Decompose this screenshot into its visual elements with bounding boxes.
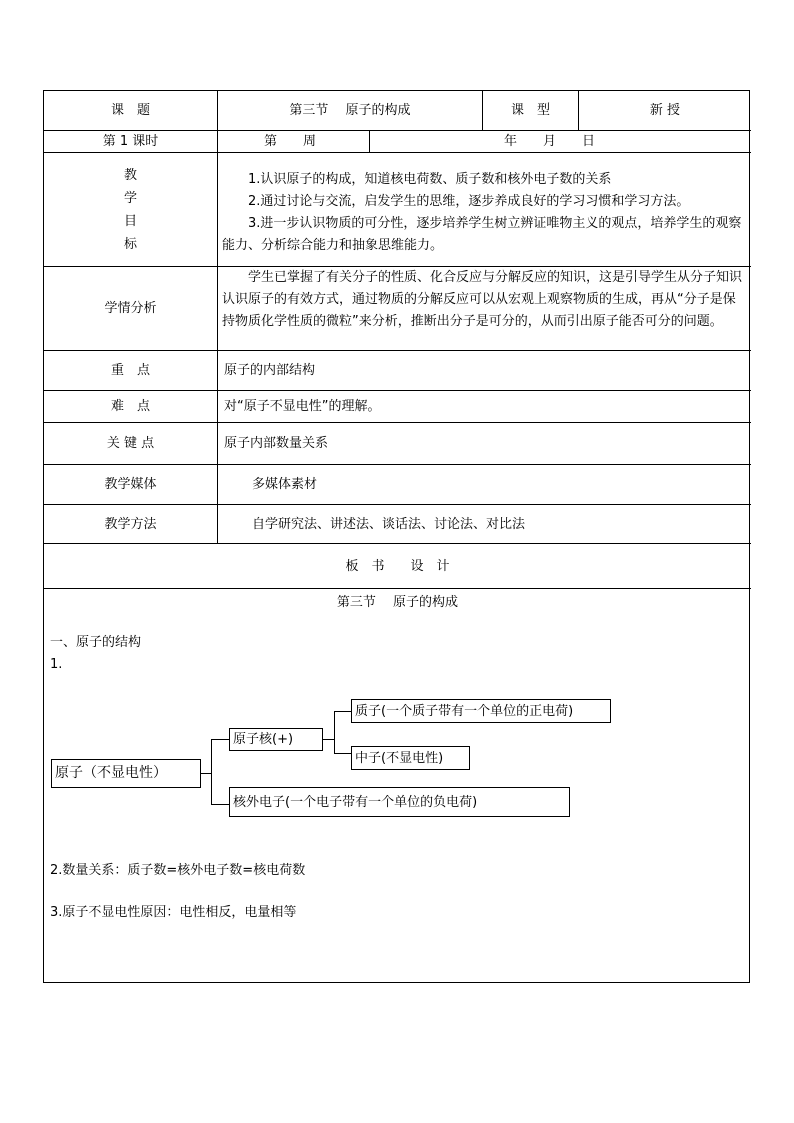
quantity-relation: 2.数量关系：质子数=核外电子数=核电荷数 (50, 863, 306, 878)
critical-point: 原子内部数量关系 (224, 436, 329, 451)
neutron-box: 中子(不显电性) (351, 746, 470, 770)
goal-label-char: 标 (123, 236, 137, 252)
connector-line (211, 804, 229, 805)
difficulty: 对“原子不显电性”的理解。 (224, 399, 381, 414)
week-field: 第 周 (264, 134, 317, 149)
student-analysis (222, 267, 747, 333)
lesson-type: 新 授 (649, 103, 681, 118)
lesson-topic: 第三节 原子的构成 (289, 103, 411, 118)
label-difficulty: 难 点 (110, 399, 150, 414)
lesson-number: 第 1 课时 (102, 134, 159, 149)
board-title: 第三节 原子的构成 (336, 594, 459, 610)
label-teaching-media: 教学媒体 (104, 477, 157, 492)
label-lesson-type: 课 型 (510, 103, 550, 118)
label-teaching-goals (44, 153, 217, 266)
connector-line (334, 753, 351, 754)
label-key-point: 重 点 (110, 363, 150, 378)
key-point: 原子的内部结构 (224, 363, 316, 378)
goal-item: 1.认识原子的构成，知道核电荷数、质子数和核外电子数的关系 (248, 172, 612, 187)
row-divider (44, 588, 751, 589)
lesson-plan-page (43, 90, 750, 983)
electron-box: 核外电子(一个电子带有一个单位的负电荷) (229, 787, 570, 817)
goal-item: 2.通过讨论与交流，启发学生的思维，逐步养成良好的学习习惯和学习方法。 (248, 194, 690, 209)
label-critical-point: 关 键 点 (106, 436, 155, 451)
label-student-analysis: 学情分析 (104, 301, 157, 316)
proton-box: 质子(一个质子带有一个单位的正电荷) (351, 699, 611, 723)
column-divider (369, 130, 370, 152)
connector-line (334, 711, 335, 754)
board-design-heading: 板 书 设 计 (345, 558, 450, 574)
goal-item: 3.进一步认识物质的可分性，逐步培养学生树立辨证唯物主义的观点，培养学生的观察能力、分析综合能力和抽象思维能力。 (222, 216, 742, 253)
goal-label-char: 目 (123, 213, 137, 229)
connector-line (323, 739, 334, 740)
teaching-media: 多媒体素材 (252, 477, 318, 492)
connector-line (201, 773, 211, 774)
label-topic: 课 题 (110, 103, 150, 118)
date-field: 年 月 日 (504, 134, 596, 149)
connector-line (334, 711, 351, 712)
goal-label-char: 教 (123, 167, 137, 183)
nucleus-box: 原子核(+) (229, 728, 323, 751)
goal-label-char: 学 (123, 190, 137, 206)
item-number: 1. (50, 657, 63, 672)
connector-line (211, 739, 212, 805)
teaching-methods: 自学研究法、讲述法、谈话法、讨论法、对比法 (252, 516, 526, 532)
atom-box: 原子（不显电性） (51, 759, 201, 788)
label-teaching-methods: 教学方法 (104, 516, 157, 532)
column-divider (217, 91, 218, 543)
neutral-reason: 3.原子不显电性原因：电性相反，电量相等 (50, 905, 297, 920)
analysis-text: 学生已掌握了有关分子的性质、化合反应与分解反应的知识，这是引导学生从分子知识认识原子的有效方式，通过物质的分解反应可以从宏观上观察物质的生成，再从“分子是保持物质化学性质的微粒”来分析，推断出分子是可分的，从而引出原子能否可分的问题。 (222, 270, 743, 329)
section-heading: 一、原子的结构 (50, 635, 142, 650)
connector-line (211, 739, 229, 740)
teaching-goals (222, 169, 747, 257)
